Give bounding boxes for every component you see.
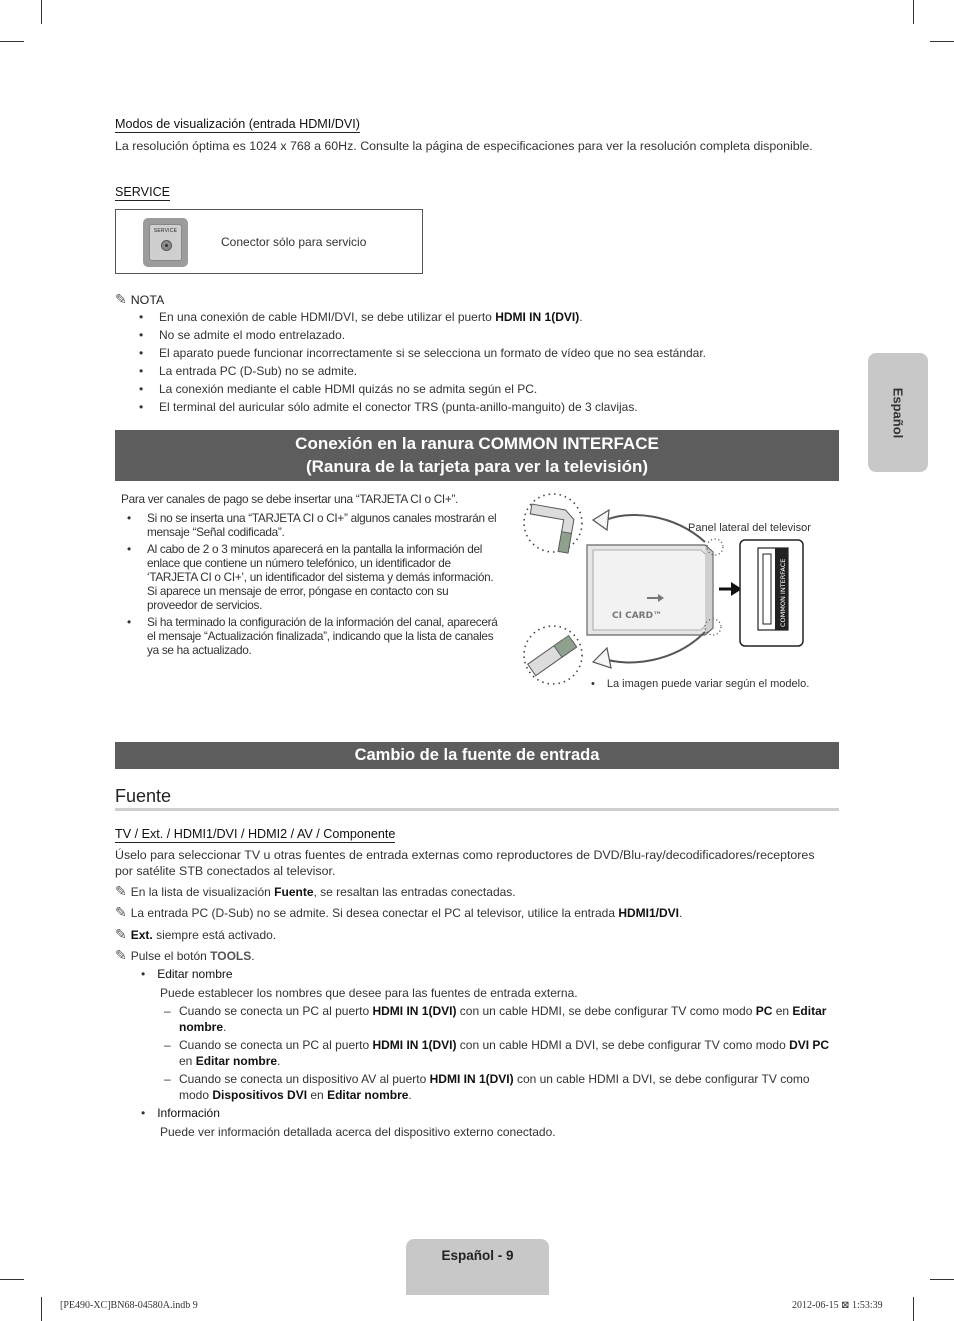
figure-note: • La imagen puede variar según el modelo.: [591, 678, 810, 690]
note-label: NOTA: [130, 293, 165, 307]
heading-divider: [115, 808, 839, 811]
source-description: Úselo para seleccionar TV u otras fuentes de entrada externas como reproductores de DVD/Blu-ray/decodificadores/receptores por satélite STB conectados al televisor.: [115, 848, 815, 878]
service-port-icon: [143, 218, 188, 267]
list-item: • En una conexión de cable HDMI/DVI, se debe utilizar el puerto HDMI IN 1(DVI).: [135, 308, 706, 326]
ci-card-label: CI CARD™: [612, 611, 663, 621]
ci-banner-line2: (Ranura de la tarjeta para ver la televisión): [305, 457, 649, 476]
information-description: Puede ver información detallada acerca del dispositivo externo conectado.: [160, 1125, 556, 1139]
service-connector-text: Conector sólo para servicio: [221, 235, 367, 249]
edit-name-case: – Cuando se conecta un PC al puerto HDMI IN 1(DVI) con un cable HDMI, se debe configurar TV como modo PC en Editar nombre.: [161, 1004, 841, 1035]
page-number-tab: [406, 1239, 549, 1295]
pencil-icon: ✎: [115, 904, 127, 920]
page-number: Español - 9: [441, 1248, 514, 1263]
list-item: • Si ha terminado la configuración de la información del canal, aparecerá el mensaje “Actualización finalizada”, indicando que la lista de canales ya se ha actualizado.: [121, 615, 501, 657]
ci-card-illustration: [515, 490, 815, 690]
list-item: • Al cabo de 2 o 3 minutos aparecerá en la pantalla la información del enlace que contiene un número telefónico, un identificador de ‘TARJETA CI o CI+’, un identificador del sistema y demás información. Si aparece un mensaje de error, póngase en contacto con su proveedor de servicios.: [121, 542, 501, 612]
ci-section-banner: [115, 430, 839, 481]
ci-slot-label: COMMON INTERFACE: [779, 558, 787, 627]
edit-name-description: Puede establecer los nombres que desee para las fuentes de entrada externa.: [160, 986, 578, 1000]
pencil-icon: ✎: [115, 291, 127, 307]
list-item: • No se admite el modo entrelazado.: [135, 326, 706, 344]
pencil-icon: ✎: [115, 926, 127, 942]
note-line: [115, 291, 164, 308]
footer-file-info: [PE490-XC]BN68-04580A.indb 9: [60, 1300, 198, 1311]
ci-instructions: [121, 492, 501, 660]
footer-timestamp: 2012-06-15 ⊠ 1:53:39: [792, 1300, 883, 1311]
edit-name-case: – Cuando se conecta un PC al puerto HDMI IN 1(DVI) con un cable HDMI a DVI, se debe configurar TV como modo DVI PC en Editar nombre.: [161, 1038, 841, 1069]
source-section-banner: Cambio de la fuente de entrada: [115, 742, 839, 769]
source-list-subheading: TV / Ext. / HDMI1/DVI / HDMI2 / AV / Componente: [115, 827, 396, 841]
list-item: • El aparato puede funcionar incorrectamente si se selecciona un formato de vídeo que no sea estándar.: [135, 344, 706, 362]
language-side-tab-label: Español: [890, 387, 906, 438]
pencil-icon: ✎: [115, 947, 127, 963]
tip-line: ✎ Ext. siempre está activado.: [115, 926, 277, 942]
service-table: [115, 209, 423, 274]
list-item: • La entrada PC (D-Sub) no se admite.: [135, 362, 706, 380]
figure-label: Panel lateral del televisor: [688, 522, 811, 534]
ci-intro: Para ver canales de pago se debe insertar una “TARJETA CI o CI+”.: [121, 492, 459, 506]
list-item: • La conexión mediante el cable HDMI quizás no se admita según el PC.: [135, 380, 706, 398]
note-list: [135, 308, 706, 417]
ci-banner-line1: Conexión en la ranura COMMON INTERFACE: [295, 434, 659, 453]
display-modes-heading: Modos de visualización (entrada HDMI/DVI): [115, 117, 360, 131]
service-icon-label: SERVICE: [153, 228, 178, 234]
language-side-tab: [868, 353, 928, 472]
source-heading: Fuente: [115, 786, 172, 806]
list-item: • El terminal del auricular sólo admite el conector TRS (punta-anillo-manguito) de 3 clavijas.: [135, 398, 706, 416]
information-item: • Información: [141, 1106, 220, 1120]
tip-line: ✎ En la lista de visualización Fuente, se resaltan las entradas conectadas.: [115, 883, 516, 899]
tip-line: ✎ La entrada PC (D-Sub) no se admite. Si desea conectar el PC al televisor, utilice la entrada HDMI1/DVI.: [115, 904, 683, 920]
resolution-text: La resolución óptima es 1024 x 768 a 60Hz. Consulte la página de especificaciones para ver la resolución completa disponible.: [115, 139, 813, 153]
service-heading: SERVICE: [115, 185, 171, 199]
pencil-icon: ✎: [115, 883, 127, 899]
edit-name-item: • Editar nombre: [141, 967, 233, 981]
edit-name-case: – Cuando se conecta un dispositivo AV al puerto HDMI IN 1(DVI) con un cable HDMI a DVI, se debe configurar TV como modo Dispositivos DVI en Editar nombre.: [161, 1072, 841, 1103]
list-item: • Si no se inserta una “TARJETA CI o CI+” algunos canales mostrarán el mensaje “Señal codificada”.: [121, 511, 501, 539]
tip-line: ✎ Pulse el botón TOOLS.: [115, 947, 255, 963]
